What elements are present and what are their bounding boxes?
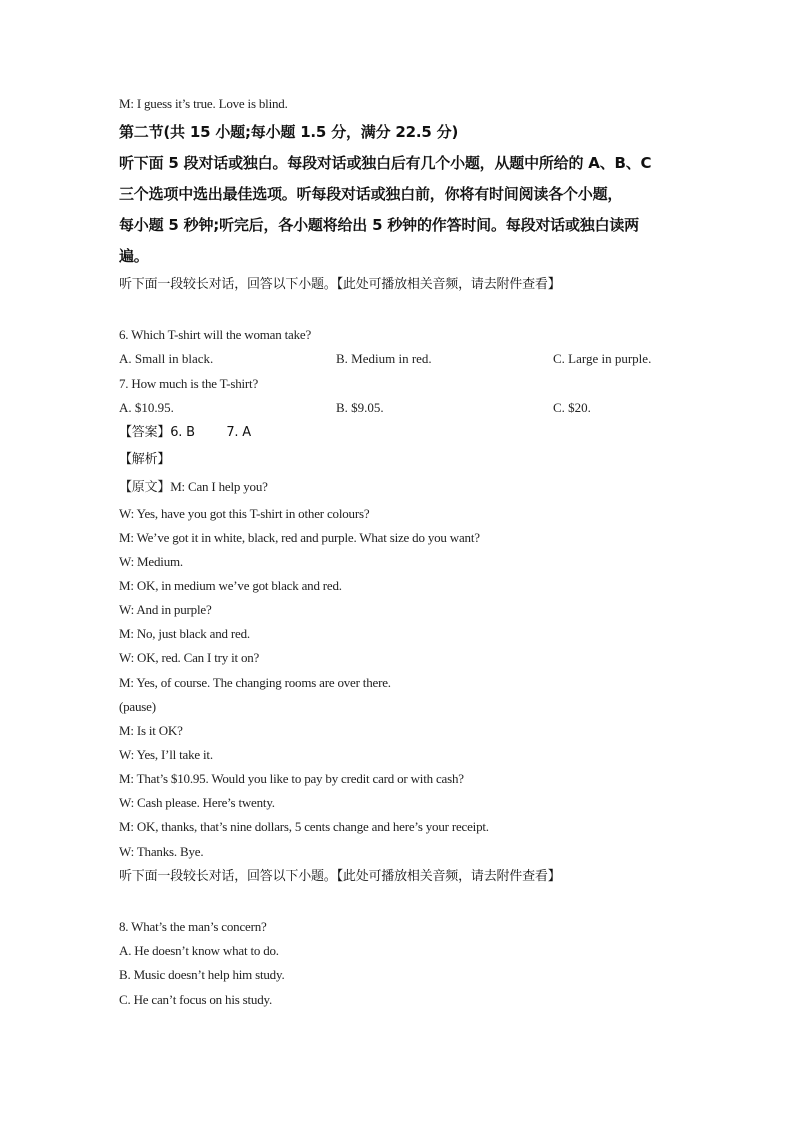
audio-note: 听下面一段较长对话，回答以下小题。【此处可播放相关音频，请去附件查看】 xyxy=(119,869,561,884)
dialogue-line: M: No, just black and red. xyxy=(119,626,250,641)
question-6: 6. Which T-shirt will the woman take? xyxy=(119,327,312,342)
dialogue-line: W: Medium. xyxy=(119,554,183,569)
dialogue-line: W: And in purple? xyxy=(119,602,212,617)
option-8c: C. He can’t focus on his study. xyxy=(119,992,273,1007)
dialogue-line: W: Cash please. Here’s twenty. xyxy=(119,795,275,810)
option-6c: C. Large in purple. xyxy=(553,351,652,366)
instruction-line: 听下面 5 段对话或独白。每段对话或独白后有几个小题，从题中所给的 A、B、C xyxy=(119,154,652,172)
section-title: 第二节(共 15 小题;每小题 1.5 分，满分 22.5 分) xyxy=(119,123,459,141)
dialogue-line: M: I guess it’s true. Love is blind. xyxy=(119,96,288,111)
dialogue-line: M: OK, in medium we’ve got black and red. xyxy=(119,578,342,593)
option-7c: C. $20. xyxy=(553,400,591,415)
option-7b: B. $9.05. xyxy=(336,400,384,415)
dialogue-line: M: Is it OK? xyxy=(119,723,183,738)
dialogue-line: W: OK, red. Can I try it on? xyxy=(119,650,260,665)
option-6a: A. Small in black. xyxy=(119,351,214,366)
option-8a: A. He doesn’t know what to do. xyxy=(119,943,279,958)
question-7: 7. How much is the T-shirt? xyxy=(119,376,259,391)
dialogue-line: W: Yes, I’ll take it. xyxy=(119,747,213,762)
dialogue-line: M: OK, thanks, that’s nine dollars, 5 cents change and here’s your receipt. xyxy=(119,819,489,834)
dialogue-line: (pause) xyxy=(119,699,156,714)
dialogue-line: M: That’s $10.95. Would you like to pay by credit card or with cash? xyxy=(119,771,464,786)
transcript-start: 【原文】M: Can I help you? xyxy=(119,479,268,494)
instruction-line: 三个选项中选出最佳选项。听每段对话或独白前，你将有时间阅读各个小题， xyxy=(119,185,623,203)
option-7a: A. $10.95. xyxy=(119,400,174,415)
instruction-line: 遍。 xyxy=(119,247,149,265)
dialogue-line: M: We’ve got it in white, black, red and purple. What size do you want? xyxy=(119,530,480,545)
dialogue-line: W: Thanks. Bye. xyxy=(119,844,204,859)
dialogue-line: W: Yes, have you got this T-shirt in other colours? xyxy=(119,506,370,521)
instruction-line: 每小题 5 秒钟;听完后，各小题将给出 5 秒钟的作答时间。每段对话或独白读两 xyxy=(119,216,639,234)
option-6b: B. Medium in red. xyxy=(336,351,432,366)
option-8b: B. Music doesn’t help him study. xyxy=(119,967,285,982)
dialogue-line: M: Yes, of course. The changing rooms are over there. xyxy=(119,675,391,690)
answer-line: 【答案】6. B 7. A xyxy=(119,425,251,440)
audio-note: 听下面一段较长对话，回答以下小题。【此处可播放相关音频，请去附件查看】 xyxy=(119,277,561,292)
question-8: 8. What’s the man’s concern? xyxy=(119,919,267,934)
analysis-label: 【解析】 xyxy=(119,452,171,467)
